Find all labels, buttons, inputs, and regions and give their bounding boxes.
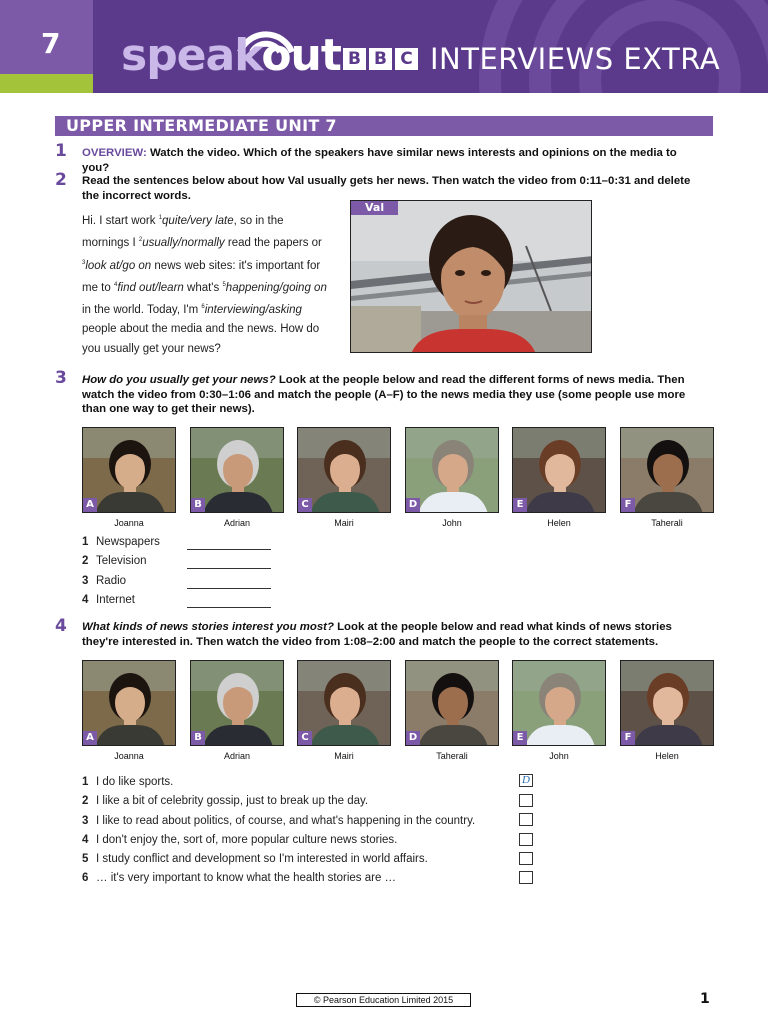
q3-number: 3 — [55, 368, 67, 388]
statement-item — [82, 795, 722, 814]
person-name: Joanna — [114, 518, 144, 528]
answer-box-3[interactable] — [519, 813, 533, 826]
val-paragraph — [82, 209, 327, 359]
unit-bar — [55, 116, 713, 136]
gap-number: 6 — [201, 304, 205, 311]
q3-photo-c — [297, 427, 391, 513]
media-number: 1 — [82, 536, 89, 548]
media-label: Internet — [96, 594, 135, 606]
person-name: Mairi — [334, 518, 354, 528]
q3-instruction — [82, 373, 706, 417]
answer-box-5[interactable] — [519, 852, 533, 865]
q3-question: How do you usually get your news? — [82, 374, 276, 386]
word-choice-2[interactable]: usually/normally — [142, 237, 225, 250]
media-label: Radio — [96, 575, 127, 587]
answer-box-6[interactable] — [519, 871, 533, 884]
q4-instruction — [82, 620, 706, 649]
answer-line[interactable] — [187, 568, 271, 569]
answer-box-2[interactable] — [519, 794, 533, 807]
logo-out: out — [261, 30, 341, 81]
photo-letter: E — [513, 498, 527, 512]
para-text: Hi. I start work — [82, 215, 159, 227]
photo-letter: B — [191, 498, 205, 512]
val-photo — [350, 200, 592, 353]
page-number: 1 — [700, 991, 710, 1007]
gap-number: 2 — [138, 237, 143, 244]
q4-number: 4 — [55, 616, 67, 636]
photo-letter: D — [406, 498, 420, 512]
word-choice-3[interactable]: look at/go on — [85, 259, 152, 272]
person-name: Helen — [655, 751, 679, 761]
photo-letter: D — [406, 731, 420, 745]
statement-number: 2 — [82, 795, 89, 807]
person-name: Adrian — [223, 751, 250, 761]
statement-text: I study conflict and development so I'm interested in world affairs. — [96, 853, 428, 865]
statement-text: … it's very important to know what the health stories are … — [96, 872, 397, 884]
q4-photo-c — [297, 660, 391, 746]
q3-text: Look at the people below and read the different forms of news media. Then watch the video from 0:30–1:06 and match the people (A–F) to the news media they use (some people use more than one way to get their news). — [82, 374, 686, 415]
q2-instruction: Read the sentences below about how Val usually gets her news. Then watch the video from 0:11–0:31 and delete the incorrect words. — [82, 175, 691, 202]
q4-photo-d — [405, 660, 499, 746]
logo-speak: speak — [121, 30, 262, 81]
person-name: Joanna — [114, 751, 144, 761]
bbc-letter-2: B — [369, 48, 392, 70]
logo-wordmark — [121, 32, 341, 80]
statement-number: 6 — [82, 872, 89, 884]
bbc-logo — [343, 48, 418, 70]
media-number: 3 — [82, 575, 89, 587]
statement-number: 1 — [82, 776, 89, 788]
q4-photo-e — [512, 660, 606, 746]
person-name: Adrian — [223, 518, 250, 528]
statement-text: I do like sports. — [96, 776, 174, 788]
gap-number: 1 — [158, 215, 163, 221]
statement-number: 3 — [82, 815, 89, 827]
unit-tab — [0, 0, 93, 74]
person-name: Taherali — [436, 751, 468, 761]
bbc-letter-3: C — [395, 48, 418, 70]
copyright: © Pearson Education Limited 2015 — [296, 993, 471, 1007]
statement-text: I like a bit of celebrity gossip, just to break up the day. — [96, 795, 369, 807]
person-name: John — [549, 751, 569, 761]
q4-text: Look at the people below and read what kinds of news stories they're interested in. Then watch the video from 1:08–2:00 and match the people to the correct statements. — [82, 621, 672, 648]
media-item — [82, 575, 722, 594]
para-text: people about the media and the news. How do you usually get your news? — [82, 323, 320, 355]
media-number: 2 — [82, 555, 89, 567]
answer-line[interactable] — [187, 549, 271, 550]
unit-number: 7 — [41, 27, 61, 60]
q1-lead: OVERVIEW: — [82, 147, 147, 159]
person-name: Taherali — [651, 518, 683, 528]
photo-letter: B — [191, 731, 205, 745]
header-title: INTERVIEWS EXTRA — [430, 42, 721, 76]
page-header — [0, 0, 768, 93]
statement-text: I like to read about politics, of course, and what's happening in the country. — [96, 815, 476, 827]
statement-item — [82, 776, 722, 795]
media-number: 4 — [82, 594, 89, 606]
word-choice-5[interactable]: happening/going on — [225, 281, 327, 294]
answer-box-1[interactable]: D — [519, 774, 533, 787]
photo-letter: A — [83, 498, 97, 512]
q4-photo-b — [190, 660, 284, 746]
para-text: what's — [183, 281, 223, 294]
statement-number: 5 — [82, 853, 89, 865]
gap-number: 3 — [82, 259, 86, 266]
q4-photo-f — [620, 660, 714, 746]
unit-bar-title: UPPER INTERMEDIATE UNIT 7 — [66, 116, 337, 135]
word-choice-1[interactable]: quite/very late — [162, 215, 234, 227]
statement-item — [82, 853, 722, 872]
q3-photo-b — [190, 427, 284, 513]
para-text: , so in the mornings I — [82, 215, 284, 250]
statement-text: I don't enjoy the, sort of, more popular culture news stories. — [96, 834, 398, 846]
q2-number: 2 — [55, 170, 67, 190]
q1-text: Watch the video. Which of the speakers have similar news interests and opinions on the media to you? — [82, 147, 677, 174]
q4-question: What kinds of news stories interest you most? — [82, 621, 334, 633]
val-portrait-image — [351, 201, 592, 353]
bbc-letter-1: B — [343, 48, 366, 70]
person-name: Helen — [547, 518, 571, 528]
answer-box-4[interactable] — [519, 833, 533, 846]
q3-photo-e — [512, 427, 606, 513]
statement-number: 4 — [82, 834, 89, 846]
person-name: John — [442, 518, 462, 528]
answer-line[interactable] — [187, 607, 271, 608]
gap-number: 5 — [222, 281, 226, 288]
photo-letter: A — [83, 731, 97, 745]
para-text: read the papers or — [224, 237, 322, 250]
photo-letter: F — [621, 731, 635, 745]
q1-instruction — [82, 146, 706, 175]
word-choice-4[interactable]: find out/learn — [117, 281, 184, 294]
media-item — [82, 594, 722, 613]
photo-letter: C — [298, 498, 312, 512]
para-text: news web sites: it's important for me to — [82, 259, 321, 294]
q4-photo-a — [82, 660, 176, 746]
q3-photo-a — [82, 427, 176, 513]
para-text: in the world. Today, I'm — [82, 304, 202, 317]
media-label: Television — [96, 555, 147, 567]
q3-photo-f — [620, 427, 714, 513]
word-choice-6[interactable]: interviewing/asking — [204, 304, 302, 317]
person-name: Mairi — [334, 751, 354, 761]
media-label: Newspapers — [96, 536, 160, 548]
media-item — [82, 536, 722, 555]
photo-letter: E — [513, 731, 527, 745]
q3-photo-d — [405, 427, 499, 513]
q1-number: 1 — [55, 141, 67, 161]
gap-number: 4 — [113, 281, 118, 288]
unit-tab-accent — [0, 74, 93, 93]
statement-item — [82, 872, 722, 891]
val-label: Val — [351, 201, 398, 215]
statement-item — [82, 834, 722, 853]
media-item — [82, 555, 722, 574]
photo-letter: F — [621, 498, 635, 512]
statement-item — [82, 815, 722, 834]
photo-letter: C — [298, 731, 312, 745]
answer-line[interactable] — [187, 588, 271, 589]
